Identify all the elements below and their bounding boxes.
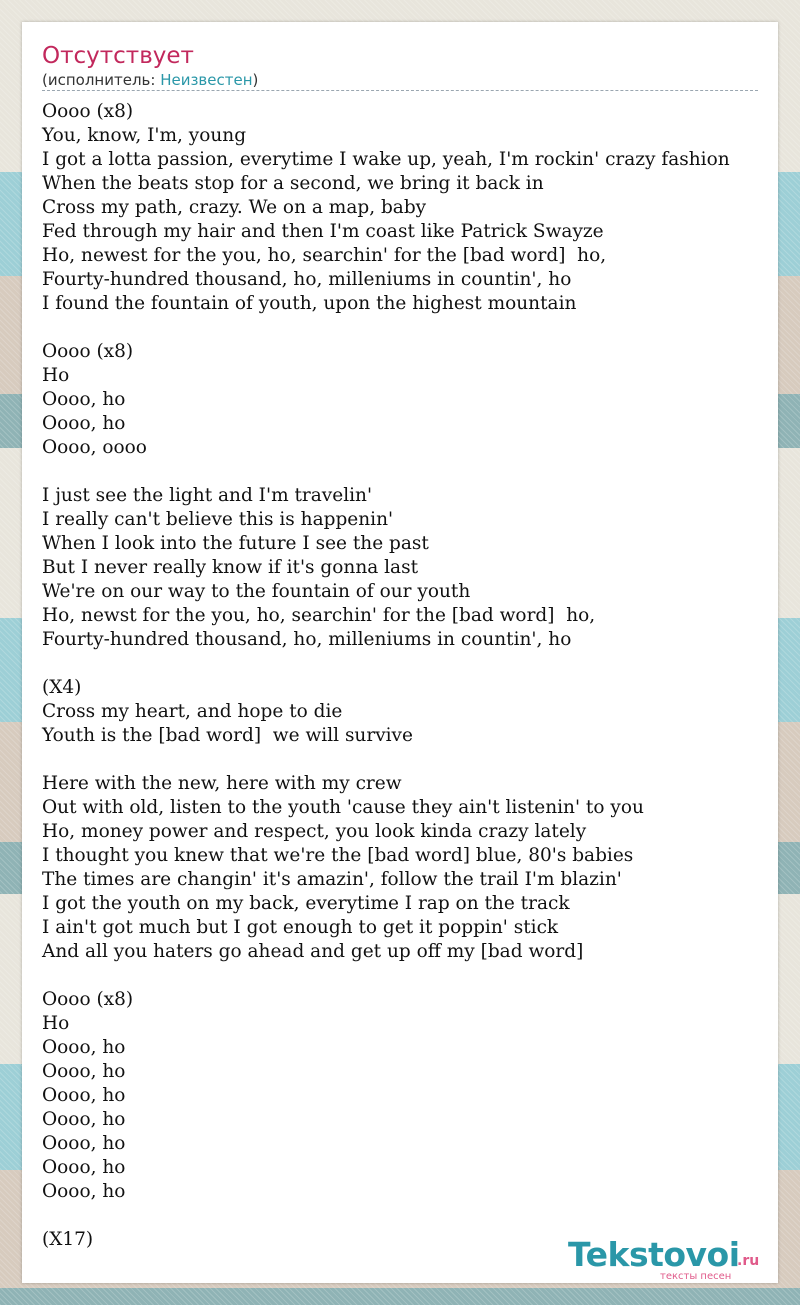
artist-line: [42, 71, 258, 89]
lyrics-card: [22, 22, 778, 1283]
logo-tld: .ru: [737, 1253, 760, 1269]
lyrics-text: Oooo (x8) You, know, I'm, young I got a lotta passion, everytime I wake up, yeah, I'm rockin' crazy fashion When the beats stop for a second, we bring it back in Cross my path, crazy. We on a map, baby Fed through my hair and then I'm coast like Patrick Swayze Ho, newest for the you, ho, searchin' for the [bad word] ho, Fourty-hundred thousand, ho, milleniums in countin', ho I found the fountain of youth, upon the highest mountain Oooo (x8) Ho Oooo, ho Oooo, ho Oooo, oooo I just see the light and I'm travelin' I really can't believe this is happenin' When I look into the future I see the past But I never really know if it's gonna last We're on our way to the fountain of our youth Ho, newst for the you, ho, searchin' for the [bad word] ho, Fourty-hundred thousand, ho, milleniums in countin', ho (X4) Cross my heart, and hope to die Youth is the [bad word] we will survive Here with the new, here with my crew Out with old, listen to the youth 'cause they ain't listenin' to you Ho, money power and respect, you look kinda crazy lately I thought you knew that we're the [bad word] blue, 80's babies The times are changin' it's amazin', follow the trail I'm blazin' I got the youth on my back, everytime I rap on the track I ain't got much but I got enough to get it poppin' stick And all you haters go ahead and get up off my [bad word] Oooo (x8) Ho Oooo, ho Oooo, ho Oooo, ho Oooo, ho Oooo, ho Oooo, ho Oooo, ho (X17): [42, 101, 730, 1250]
site-logo[interactable]: [568, 1236, 778, 1282]
artist-suffix: ): [252, 71, 259, 89]
artist-link[interactable]: Неизвестен: [160, 71, 253, 89]
header-divider: [42, 90, 758, 91]
artist-prefix: (исполнитель:: [42, 71, 161, 89]
song-title: Отсутствует: [42, 43, 194, 69]
logo-tagline: тексты песен: [660, 1271, 732, 1282]
logo-name: Tekstovoi: [568, 1235, 740, 1274]
